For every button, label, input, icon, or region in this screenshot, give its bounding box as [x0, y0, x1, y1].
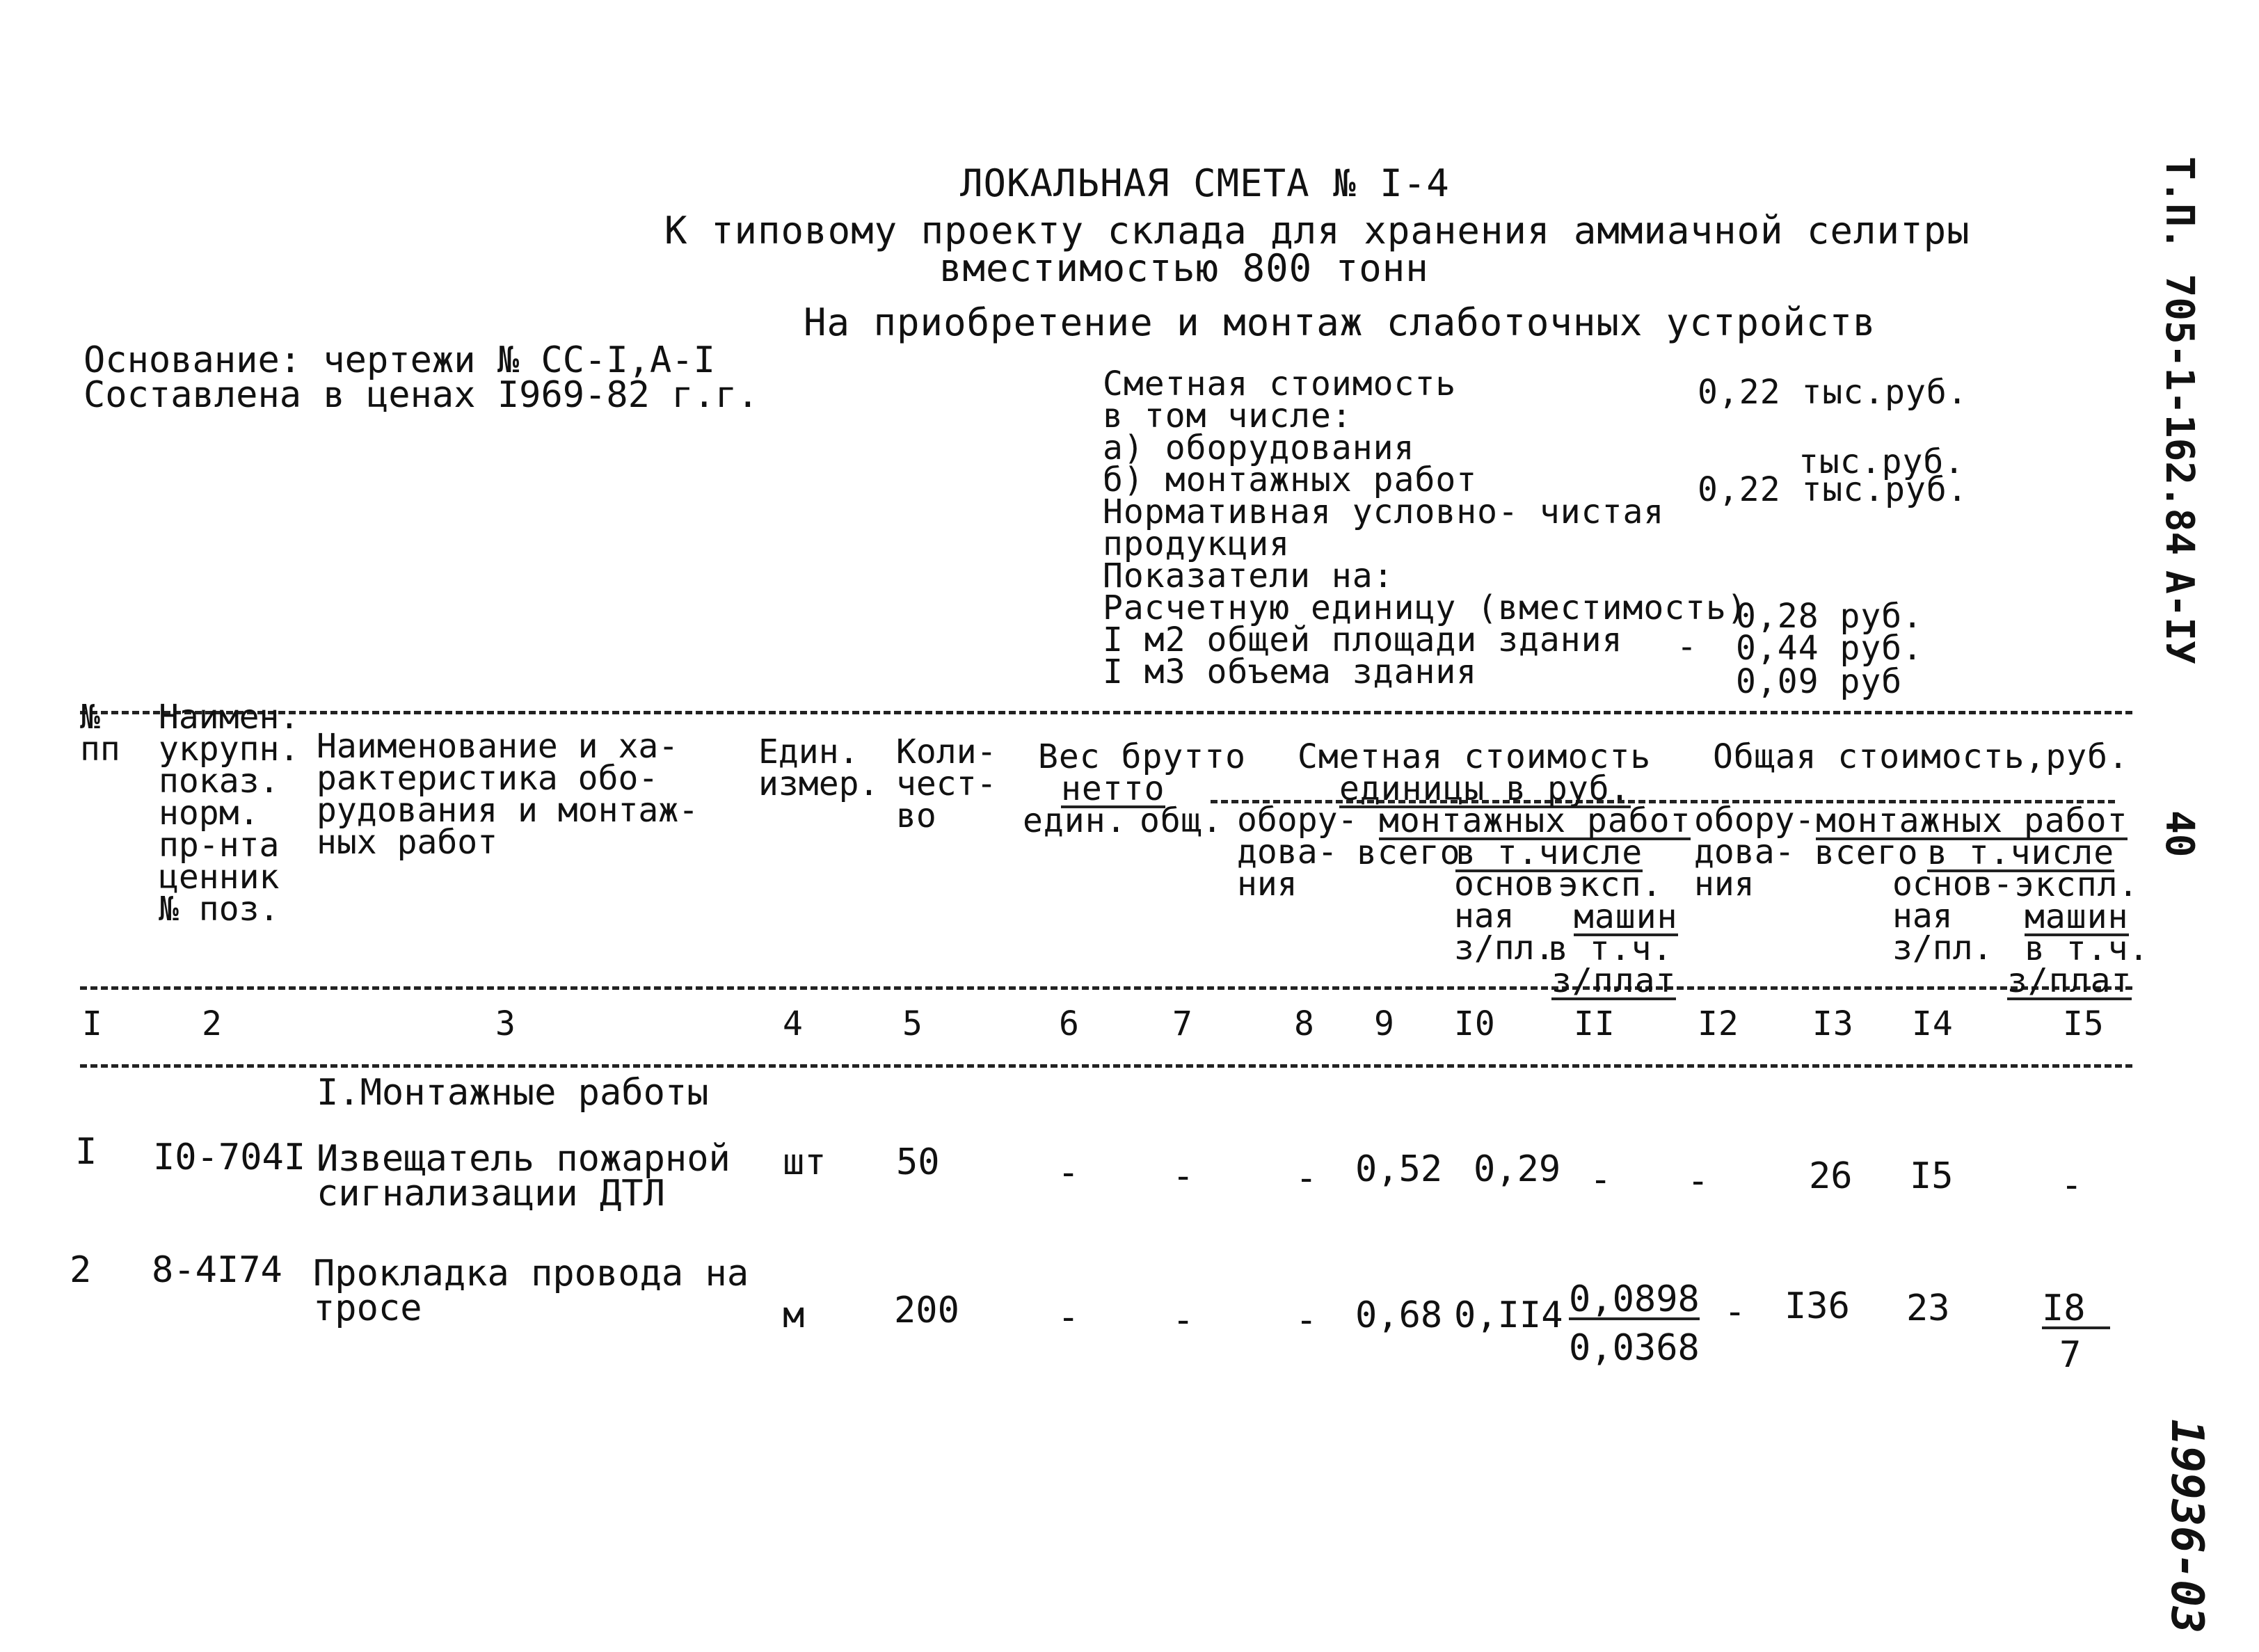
- table-row-1-tot-mach: -: [2061, 1164, 2083, 1206]
- header-col-15-a: экспл.: [2014, 865, 2139, 904]
- header-col-4: Един. измер.: [758, 732, 879, 803]
- summary-cost-value: 0,22 тыс.руб.: [1698, 373, 1968, 412]
- table-row-1-inst-mach: -: [1590, 1159, 1612, 1201]
- col-number-9: 9: [1374, 1004, 1395, 1043]
- summary-area-label: I м2 общей площади здания: [1103, 620, 1623, 659]
- header-col-11-a: эксп.: [1558, 865, 1663, 904]
- summary-cost-label: Сметная стоимость: [1103, 364, 1457, 403]
- header-col-12: обору- дова- ния: [1694, 801, 1815, 904]
- col-number-2: 2: [202, 1004, 223, 1043]
- table-row-2-tot-total: I36: [1785, 1285, 1850, 1327]
- table-row-2-inst-total: 0,68: [1355, 1294, 1443, 1336]
- header-col-15-d: з/плат: [2007, 961, 2132, 1000]
- table-row-2-n: 2: [70, 1249, 92, 1291]
- summary-norm-label-1: Нормативная условно- чистая: [1103, 492, 1665, 531]
- header-install-group: монтажных работ: [1379, 801, 1691, 840]
- basis-drawings: Основание: чертежи № СС-I,А-I: [83, 339, 715, 381]
- header-col-2: Наимен. укрупн. показ. норм. пр-нта ценник № поз.: [159, 698, 300, 929]
- col-number-6: 6: [1059, 1004, 1080, 1043]
- table-row-1-name-2: сигнализации ДТЛ: [317, 1173, 665, 1214]
- table-row-2-w-total: -: [1172, 1299, 1195, 1341]
- col-number-10: I0: [1454, 1004, 1496, 1043]
- header-unit-cost-group: Сметная стоимость: [1298, 737, 1652, 776]
- summary-volume-value: 0,09 руб: [1736, 662, 1903, 701]
- project-line: К типовому проекту склада для хранения аммиачной селитры: [664, 209, 1970, 252]
- summary-unit-value: 0,28 руб.: [1736, 597, 1924, 636]
- header-col-15-b: машин: [2025, 897, 2129, 936]
- table-row-1-inst-total: 0,52: [1355, 1148, 1443, 1190]
- table-row-1-w-total: -: [1172, 1155, 1195, 1197]
- table-row-1-inst-wage: 0,29: [1474, 1148, 1561, 1190]
- header-col-11-b: машин: [1574, 897, 1678, 936]
- table-row-1-qty: 50: [896, 1141, 940, 1183]
- col-number-1: I: [82, 1004, 103, 1043]
- table-row-1-name-1: Извещатель пожарной: [317, 1138, 731, 1180]
- header-col-10: основ- ная з/пл.: [1454, 865, 1575, 968]
- table-row-2-unit: м: [783, 1294, 805, 1336]
- summary-equip-label: а) оборудования: [1103, 428, 1415, 467]
- header-col-7: общ.: [1140, 801, 1223, 840]
- table-top-rule: [80, 711, 2132, 714]
- table-row-2-name-2: тросе: [313, 1288, 422, 1329]
- col-number-8: 8: [1294, 1004, 1315, 1043]
- col-number-14: I4: [1912, 1004, 1954, 1043]
- header-install-group-2: монтажных работ: [1816, 801, 2128, 840]
- col-number-4: 4: [783, 1004, 804, 1043]
- table-row-1-unit: шт: [783, 1141, 827, 1183]
- summary-incl-label: в том числе:: [1103, 396, 1352, 435]
- header-col-14: основ- ная з/пл.: [1892, 865, 2013, 968]
- header-col-9: всего: [1357, 833, 1461, 872]
- purpose-line: На приобретение и монтаж слаботочных устройств: [804, 300, 1876, 344]
- header-incl: в т.числе: [1455, 833, 1643, 872]
- summary-volume-label: I м3 объема здания: [1103, 652, 1478, 691]
- inventory-number: 19936-03: [2161, 1419, 2212, 1634]
- capacity-line: вместимостью 800 тонн: [939, 246, 1429, 290]
- header-col-6: един.: [1023, 801, 1127, 840]
- col-number-15: I5: [2063, 1004, 2105, 1043]
- table-row-1-code: I0-704I: [153, 1137, 306, 1178]
- summary-norm-label-2: продукция: [1103, 524, 1291, 563]
- summary-install-label: б) монтажных работ: [1103, 460, 1478, 499]
- header-col-8: обору- дова- ния: [1237, 801, 1358, 904]
- col-number-7: 7: [1172, 1004, 1193, 1043]
- header-incl-2: в т.числе: [1927, 833, 2115, 872]
- col-number-5: 5: [902, 1004, 923, 1043]
- basis-prices: Составлена в ценах I969-82 г.г.: [83, 374, 759, 416]
- table-row-1-tot-wage: I5: [1910, 1155, 1954, 1197]
- header-col-5: Коли- чест- во: [896, 732, 997, 835]
- table-row-2-tot-mach: I8: [2042, 1290, 2110, 1329]
- header-unit-cost-sub: единицы в руб.: [1339, 769, 1631, 808]
- header-weight-group: Вес брутто: [1038, 737, 1246, 776]
- summary-indicators-label: Показатели на:: [1103, 556, 1394, 595]
- table-row-2-tot-mach-wage: 7: [2059, 1334, 2082, 1376]
- summary-area-value: 0,44 руб.: [1736, 629, 1924, 668]
- page-number: 40: [2157, 810, 2202, 858]
- col-numbers-rule: [80, 1064, 2132, 1068]
- header-col-3: Наименование и ха- рактеристика обо- рудования и монтаж- ных работ: [317, 727, 699, 862]
- summary-area-sep: -: [1677, 627, 1698, 666]
- table-row-2-name-1: Прокладка провода на: [313, 1253, 749, 1294]
- table-header-rule: [80, 986, 2132, 990]
- section-title: I.Монтажные работы: [317, 1072, 709, 1114]
- document-title: ЛОКАЛЬНАЯ СМЕТА № I-4: [960, 161, 1450, 205]
- header-col-11-d: з/плат: [1551, 961, 1677, 1000]
- table-row-2-tot-wage: 23: [1906, 1288, 1950, 1329]
- summary-equip-value: тыс.руб.: [1798, 442, 1965, 481]
- table-row-2-tot-equip: -: [1724, 1291, 1746, 1333]
- col-number-13: I3: [1812, 1004, 1854, 1043]
- header-col-15-c: в т.ч.: [2025, 929, 2150, 968]
- album-code: А-IУ: [2157, 570, 2202, 664]
- table-row-2-inst-mach: 0,0898: [1569, 1278, 1700, 1320]
- table-row-1-w-unit: -: [1057, 1152, 1080, 1194]
- doc-code: Т.П. 705-1-162.84: [2157, 157, 2202, 556]
- header-col-13: всего: [1814, 833, 1919, 872]
- table-row-2-qty: 200: [894, 1290, 959, 1331]
- summary-unit-label: Расчетную единицу (вместимость): [1103, 588, 1748, 627]
- header-col-1: № пп: [80, 698, 120, 769]
- header-total-group: Общая стоимость,руб.: [1713, 737, 2129, 776]
- col-number-3: 3: [495, 1004, 516, 1043]
- header-weight-sub: нетто: [1061, 769, 1165, 808]
- table-row-1-tot-equip: -: [1687, 1160, 1709, 1202]
- table-row-1-equip: -: [1295, 1157, 1318, 1199]
- table-row-2-equip: -: [1295, 1299, 1318, 1341]
- col-number-11: II: [1574, 1004, 1615, 1043]
- table-row-2-inst-wage: 0,II4: [1454, 1294, 1563, 1336]
- col-number-12: I2: [1698, 1004, 1739, 1043]
- table-row-2-inst-mach-wage: 0,0368: [1569, 1327, 1700, 1369]
- table-row-1-tot-total: 26: [1809, 1155, 1853, 1197]
- table-row-2-code: 8-4I74: [152, 1249, 282, 1291]
- table-row-1-n: I: [75, 1131, 97, 1173]
- summary-install-value: 0,22 тыс.руб.: [1698, 470, 1968, 509]
- table-row-2-w-unit: -: [1057, 1297, 1080, 1338]
- header-col-11-c: в т.ч.: [1548, 929, 1673, 968]
